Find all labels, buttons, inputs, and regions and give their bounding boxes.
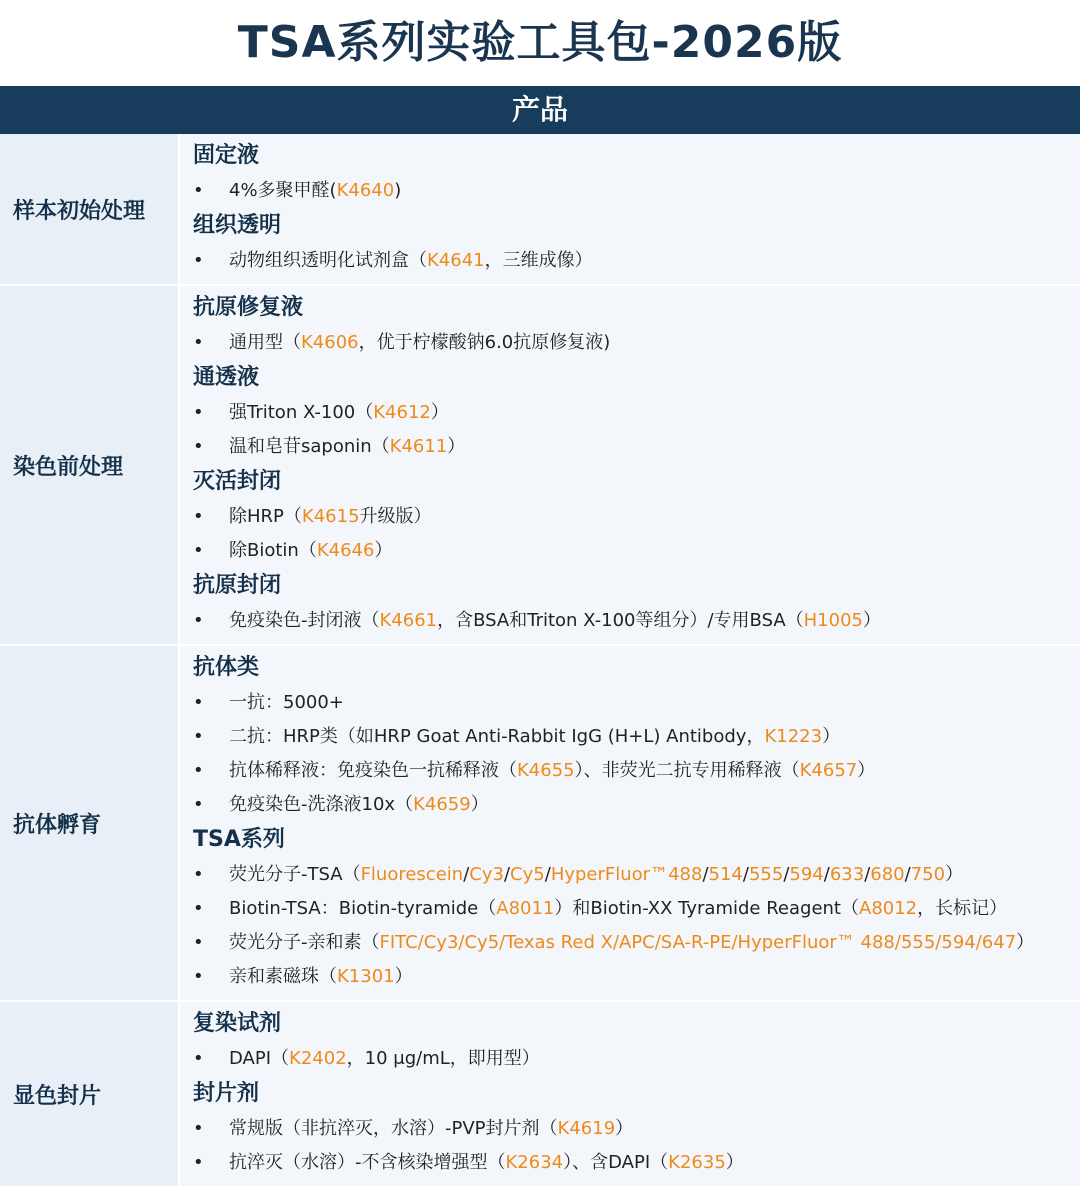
product-code-link[interactable]: K2634 [505, 1152, 564, 1173]
product-table [0, 134, 1080, 1188]
group-title: 抗原封闭 [193, 573, 282, 598]
list-item [193, 534, 1080, 568]
product-code-link[interactable]: FITC/Cy3/Cy5/Texas Red X/APC/SA-R-PE/HyperFluor™ 488/555/594/647 [379, 932, 1017, 953]
section-row [0, 286, 1080, 646]
group-title: 固定液 [193, 143, 260, 168]
item-text: ） [725, 1152, 744, 1173]
section-category: 样本初始处理 [0, 134, 180, 284]
item-text: 一抗：5000+ [229, 692, 344, 713]
item-text: 免疫染色-封闭液（ [229, 610, 380, 631]
product-code-link[interactable]: Fluorescein [360, 864, 464, 885]
product-code-link[interactable]: 680 [870, 864, 905, 885]
table-header: 产品 [0, 86, 1080, 134]
section-content [180, 646, 1080, 1000]
item-text: ） [470, 794, 489, 815]
product-code-link[interactable]: A8012 [859, 898, 918, 919]
section-category: 抗体孵育 [0, 646, 180, 1000]
list-item [193, 686, 1080, 720]
bullet-icon [193, 396, 229, 430]
item-text: / [544, 864, 551, 885]
product-code-link[interactable]: K4640 [336, 180, 395, 201]
list-item [193, 604, 1080, 638]
item-text: ，三维成像） [484, 250, 593, 271]
bullet-icon [193, 960, 229, 994]
product-code-link[interactable]: HyperFluor™488 [550, 864, 703, 885]
item-text: 4%多聚甲醛( [229, 180, 337, 201]
product-code-link[interactable]: K1223 [764, 726, 823, 747]
list-item [193, 788, 1080, 822]
list-item [193, 430, 1080, 464]
bullet-icon [193, 686, 229, 720]
section-row [0, 646, 1080, 1002]
section-row [0, 1002, 1080, 1188]
section-row [0, 134, 1080, 286]
product-code-link[interactable]: K4646 [316, 540, 375, 561]
item-text: 除Biotin（ [229, 540, 317, 561]
list-item [193, 1042, 1080, 1076]
product-code-link[interactable]: 555 [748, 864, 784, 885]
section-content [180, 286, 1080, 644]
item-text: ，10 μg/mL，即用型） [346, 1048, 540, 1069]
product-code-link[interactable]: K4606 [301, 332, 359, 353]
product-code-link[interactable]: K2635 [668, 1152, 726, 1173]
group-title: 通透液 [193, 365, 260, 390]
bullet-icon [193, 430, 229, 464]
product-code-link[interactable]: K4611 [389, 436, 448, 457]
product-code-link[interactable]: K4641 [427, 250, 485, 271]
product-code-link[interactable]: A8011 [496, 898, 555, 919]
section-category: 显色封片 [0, 1002, 180, 1186]
list-item [193, 926, 1080, 960]
item-text: 抗体稀释液：免疫染色一抗稀释液（ [229, 760, 517, 781]
item-text: ） [822, 726, 841, 747]
product-code-link[interactable]: K4615 [301, 506, 360, 527]
item-text: ）和Biotin-XX Tyramide Reagent（ [554, 898, 859, 919]
product-code-link[interactable]: K4657 [799, 760, 858, 781]
list-item [193, 326, 1080, 360]
bullet-icon [193, 500, 229, 534]
product-code-link[interactable]: K4612 [373, 402, 431, 423]
item-text: / [783, 864, 790, 885]
product-code-link[interactable]: 514 [708, 864, 743, 885]
group-title: TSA系列 [193, 827, 285, 852]
list-item [193, 244, 1080, 278]
item-text: 强Triton X-100（ [229, 402, 374, 423]
item-text: ，优于柠檬酸钠6.0抗原修复液) [358, 332, 611, 353]
item-text: / [864, 864, 871, 885]
product-code-link[interactable]: K4661 [379, 610, 438, 631]
item-text: 除HRP（ [229, 506, 302, 527]
section-content [180, 1002, 1080, 1186]
list-item [193, 720, 1080, 754]
item-text: ） [615, 1118, 634, 1139]
item-text: / [742, 864, 749, 885]
item-text: ） [394, 966, 413, 987]
item-text: ） [945, 864, 964, 885]
product-code-link[interactable]: K2402 [289, 1048, 347, 1069]
bullet-icon [193, 326, 229, 360]
product-code-link[interactable]: 750 [910, 864, 946, 885]
group-title: 抗原修复液 [193, 295, 304, 320]
product-code-link[interactable]: K4655 [517, 760, 575, 781]
bullet-icon [193, 788, 229, 822]
bullet-icon [193, 754, 229, 788]
group-title: 抗体类 [193, 655, 260, 680]
item-text: ） [1016, 932, 1035, 953]
list-item [193, 1112, 1080, 1146]
page-title: TSA系列实验工具包-2026版 [237, 17, 843, 68]
item-text: 动物组织透明化试剂盒（ [229, 250, 427, 271]
product-code-link[interactable]: 594 [789, 864, 824, 885]
item-text: ）、非荧光二抗专用稀释液（ [574, 760, 800, 781]
item-text: DAPI（ [229, 1048, 290, 1069]
section-category: 染色前处理 [0, 286, 180, 644]
list-item [193, 960, 1080, 994]
list-item [193, 500, 1080, 534]
bullet-icon [193, 1112, 229, 1146]
list-item [193, 892, 1080, 926]
product-code-link[interactable]: K1301 [337, 966, 395, 987]
item-text: Biotin-TSA：Biotin-tyramide（ [229, 898, 497, 919]
item-text: 荧光分子-TSA（ [229, 864, 361, 885]
item-text: / [904, 864, 911, 885]
item-text: 温和皂苷saponin（ [229, 436, 390, 457]
item-text: ) [394, 180, 402, 201]
product-code-link[interactable]: Cy3 [469, 864, 504, 885]
list-item [193, 396, 1080, 430]
bullet-icon [193, 720, 229, 754]
item-text: ）、含DAPI（ [563, 1152, 669, 1173]
item-text: 免疫染色-洗涤液10x（ [229, 794, 414, 815]
item-text: ） [430, 402, 449, 423]
item-text: 抗淬灭（水溶）-不含核染增强型（ [229, 1152, 506, 1173]
item-text: 荧光分子-亲和素（ [229, 932, 380, 953]
item-text: 通用型（ [229, 332, 301, 353]
bullet-icon [193, 892, 229, 926]
item-text: ） [857, 760, 876, 781]
bullet-icon [193, 1146, 229, 1180]
item-text: ） [447, 436, 466, 457]
group-title: 封片剂 [193, 1081, 260, 1106]
item-text: ，长标记） [917, 898, 1008, 919]
item-text: 升级版） [359, 506, 432, 527]
product-code-link[interactable]: K4659 [413, 794, 471, 815]
item-text: / [823, 864, 830, 885]
group-title: 灭活封闭 [193, 469, 282, 494]
bullet-icon [193, 534, 229, 568]
item-text: / [503, 864, 511, 885]
item-text: ） [374, 540, 393, 561]
item-text: ） [862, 610, 881, 631]
bullet-icon [193, 1042, 229, 1076]
section-content [180, 134, 1080, 284]
item-text: / [463, 864, 470, 885]
group-title: 组织透明 [193, 213, 282, 238]
product-code-link[interactable]: 633 [829, 864, 865, 885]
list-item [193, 858, 1080, 892]
item-text: 亲和素磁珠（ [229, 966, 337, 987]
list-item [193, 1146, 1080, 1180]
product-code-link[interactable]: H1005 [803, 610, 863, 631]
group-title: 复染试剂 [193, 1011, 282, 1036]
bullet-icon [193, 244, 229, 278]
bullet-icon [193, 858, 229, 892]
product-code-link[interactable]: K4619 [557, 1118, 616, 1139]
bullet-icon [193, 926, 229, 960]
item-text: 二抗：HRP类（如HRP Goat Anti-Rabbit IgG (H+L) Antibody， [229, 726, 765, 747]
list-item [193, 754, 1080, 788]
item-text: / [702, 864, 709, 885]
item-text: ，含BSA和Triton X-100等组分）/专用BSA（ [437, 610, 804, 631]
product-code-link[interactable]: Cy5 [510, 864, 545, 885]
bullet-icon [193, 174, 229, 208]
bullet-icon [193, 604, 229, 638]
item-text: 常规版（非抗淬灭，水溶）-PVP封片剂（ [229, 1118, 558, 1139]
list-item [193, 174, 1080, 208]
